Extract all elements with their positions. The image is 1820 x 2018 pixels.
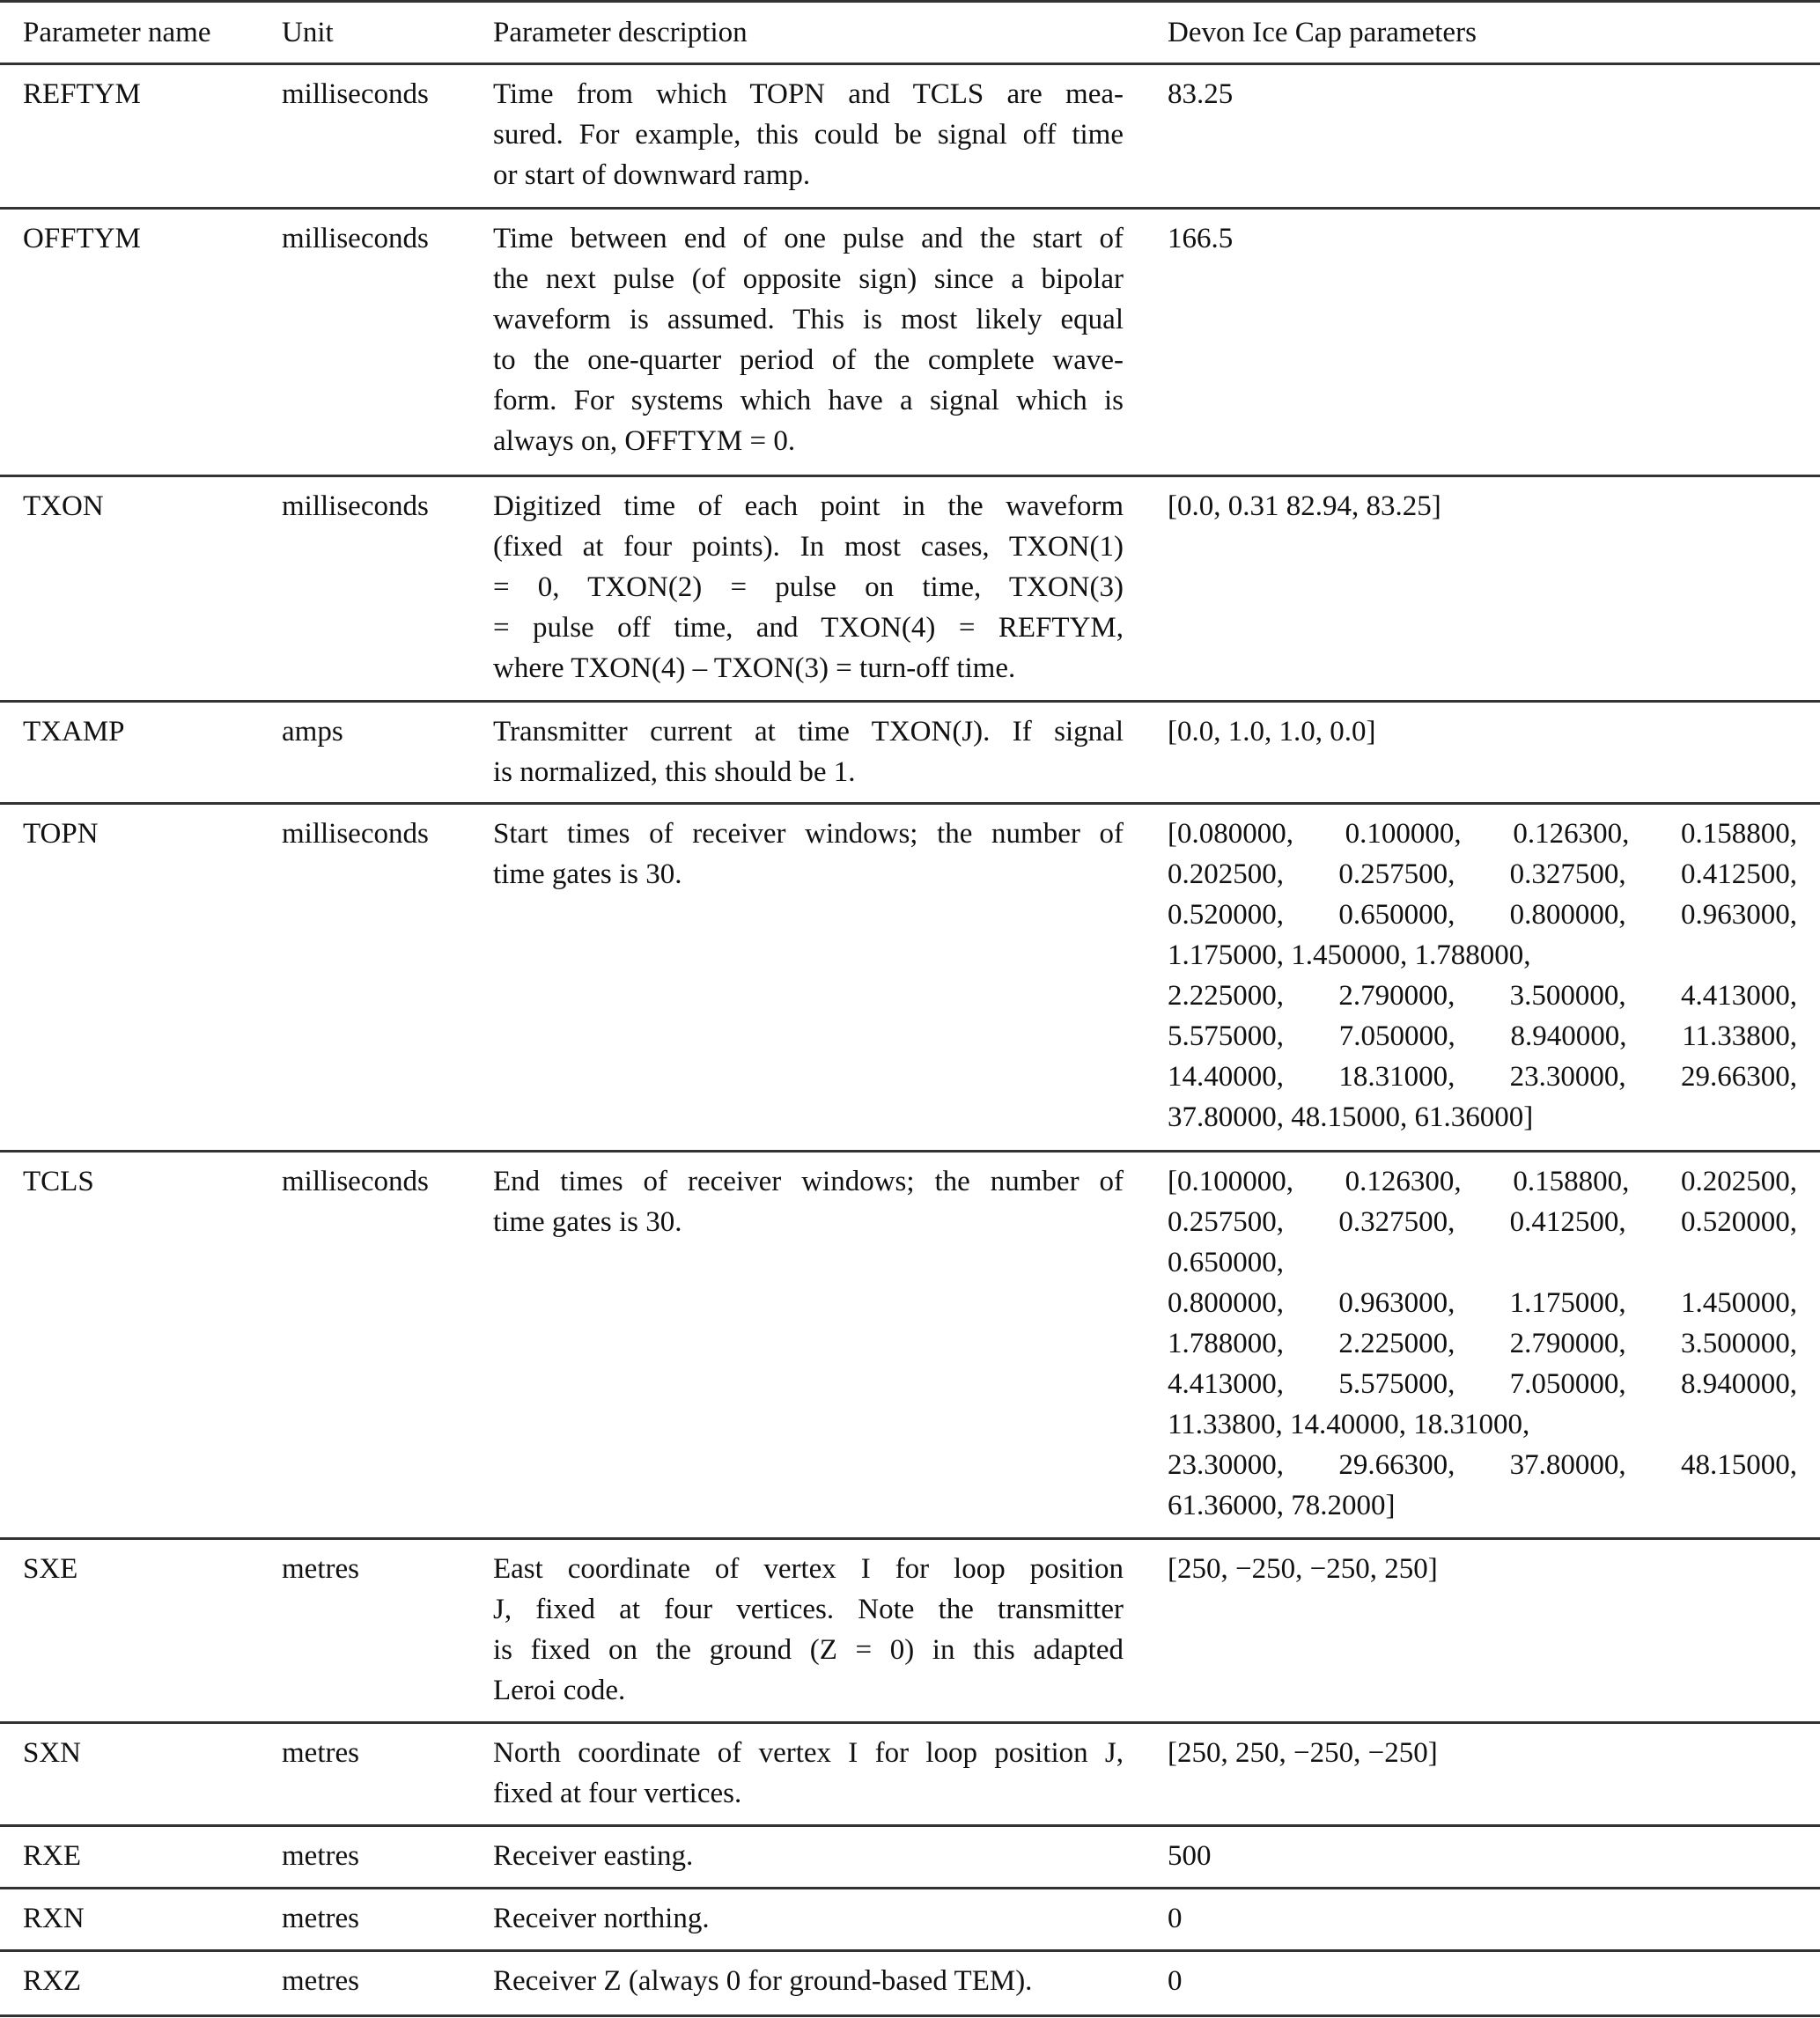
parameter-unit: amps bbox=[282, 716, 343, 748]
value-line: 23.30000, 29.66300, 37.80000, 48.15000, bbox=[1168, 1449, 1797, 1481]
description-line: J, fixed at four vertices. Note the transmitter bbox=[493, 1594, 1124, 1625]
description-line: is fixed on the ground (Z = 0) in this adapted bbox=[493, 1634, 1124, 1666]
parameter-unit: milliseconds bbox=[282, 223, 429, 254]
value-line: 0 bbox=[1168, 1965, 1183, 1997]
parameter-name: TXAMP bbox=[23, 716, 125, 748]
value-line: 83.25 bbox=[1168, 78, 1234, 110]
parameter-description bbox=[493, 65, 1124, 207]
value-line: 2.225000, 2.790000, 3.500000, 4.413000, bbox=[1168, 980, 1797, 1012]
table-row bbox=[0, 1153, 1820, 1540]
header-unit: Unit bbox=[282, 17, 334, 48]
description-line: where TXON(4) – TXON(3) = turn-off time. bbox=[493, 652, 1016, 684]
value-line: [0.0, 0.31 82.94, 83.25] bbox=[1168, 490, 1441, 522]
table-body bbox=[0, 65, 1820, 2017]
description-line: Receiver Z (always 0 for ground-based TEM). bbox=[493, 1965, 1033, 1997]
description-line: is normalized, this should be 1. bbox=[493, 756, 856, 788]
table-row bbox=[0, 1952, 1820, 2017]
description-line: time gates is 30. bbox=[493, 858, 682, 890]
parameter-value bbox=[1124, 1540, 1820, 1721]
parameter-description bbox=[493, 1540, 1124, 1721]
parameter-name: RXE bbox=[23, 1840, 81, 1872]
parameter-name: RXZ bbox=[23, 1965, 81, 1997]
parameter-name: SXE bbox=[23, 1553, 78, 1585]
parameter-value bbox=[1124, 1827, 1820, 1887]
description-line: time gates is 30. bbox=[493, 1206, 682, 1238]
parameter-value bbox=[1124, 1724, 1820, 1824]
table-row bbox=[0, 805, 1820, 1153]
header-parameter-name: Parameter name bbox=[23, 17, 211, 48]
description-line: Time between end of one pulse and the start of bbox=[493, 223, 1124, 254]
description-line: always on, OFFTYM = 0. bbox=[493, 425, 796, 457]
description-line: the next pulse (of opposite sign) since a bipolar bbox=[493, 263, 1124, 295]
header-parameter-description: Parameter description bbox=[493, 17, 748, 48]
parameter-name: REFTYM bbox=[23, 78, 141, 110]
description-line: form. For systems which have a signal which is bbox=[493, 385, 1124, 416]
parameter-value bbox=[1124, 210, 1820, 475]
value-line: 0.202500, 0.257500, 0.327500, 0.412500, bbox=[1168, 858, 1797, 890]
description-line: East coordinate of vertex I for loop position bbox=[493, 1553, 1124, 1585]
description-line: Digitized time of each point in the waveform bbox=[493, 490, 1124, 522]
parameter-description bbox=[493, 210, 1124, 475]
value-line: [250, −250, −250, 250] bbox=[1168, 1553, 1438, 1585]
table-header-row bbox=[0, 3, 1820, 65]
description-line: Transmitter current at time TXON(J). If signal bbox=[493, 716, 1124, 748]
value-line: [250, 250, −250, −250] bbox=[1168, 1737, 1438, 1769]
parameter-description bbox=[493, 703, 1124, 802]
parameter-name: RXN bbox=[23, 1903, 85, 1934]
table-row bbox=[0, 1889, 1820, 1952]
description-line: waveform is assumed. This is most likely equal bbox=[493, 304, 1124, 335]
header-devon-ice-cap-parameters: Devon Ice Cap parameters bbox=[1168, 17, 1477, 48]
parameter-name: TOPN bbox=[23, 818, 99, 850]
parameter-value bbox=[1124, 65, 1820, 207]
parameter-name: OFFTYM bbox=[23, 223, 141, 254]
description-line: (fixed at four points). In most cases, TXON(1) bbox=[493, 531, 1124, 563]
value-line: 1.788000, 2.225000, 2.790000, 3.500000, bbox=[1168, 1328, 1797, 1359]
parameter-unit: metres bbox=[282, 1553, 359, 1585]
parameter-value bbox=[1124, 1889, 1820, 1949]
parameter-name: TCLS bbox=[23, 1166, 94, 1197]
value-line: 61.36000, 78.2000] bbox=[1168, 1490, 1396, 1521]
value-line: 11.33800, 14.40000, 18.31000, bbox=[1168, 1409, 1530, 1440]
parameter-value bbox=[1124, 1952, 1820, 2014]
parameter-unit: metres bbox=[282, 1737, 359, 1769]
description-line: Start times of receiver windows; the number of bbox=[493, 818, 1124, 850]
description-line: Receiver northing. bbox=[493, 1903, 710, 1934]
parameter-description bbox=[493, 1827, 1124, 1887]
description-line: End times of receiver windows; the number of bbox=[493, 1166, 1124, 1197]
parameter-unit: metres bbox=[282, 1840, 359, 1872]
description-line: fixed at four vertices. bbox=[493, 1778, 742, 1809]
parameter-description bbox=[493, 1724, 1124, 1824]
value-line: 14.40000, 18.31000, 23.30000, 29.66300, bbox=[1168, 1061, 1797, 1093]
value-line: 0.650000, bbox=[1168, 1247, 1284, 1278]
parameter-description bbox=[493, 1889, 1124, 1949]
table-row bbox=[0, 1724, 1820, 1827]
description-line: = 0, TXON(2) = pulse on time, TXON(3) bbox=[493, 571, 1124, 603]
table-row bbox=[0, 477, 1820, 703]
parameter-name: TXON bbox=[23, 490, 104, 522]
value-line: 1.175000, 1.450000, 1.788000, bbox=[1168, 939, 1531, 971]
parameter-description bbox=[493, 1952, 1124, 2014]
parameter-unit: milliseconds bbox=[282, 818, 429, 850]
value-line: [0.080000, 0.100000, 0.126300, 0.158800, bbox=[1168, 818, 1797, 850]
parameter-unit: milliseconds bbox=[282, 490, 429, 522]
table-row bbox=[0, 210, 1820, 477]
parameter-description bbox=[493, 805, 1124, 1150]
description-line: = pulse off time, and TXON(4) = REFTYM, bbox=[493, 612, 1124, 644]
parameter-unit: metres bbox=[282, 1965, 359, 1997]
parameter-name: SXN bbox=[23, 1737, 82, 1769]
description-line: sured. For example, this could be signal off time bbox=[493, 119, 1124, 151]
description-line: North coordinate of vertex I for loop position J, bbox=[493, 1737, 1124, 1769]
parameter-value bbox=[1124, 1153, 1820, 1537]
table-row bbox=[0, 65, 1820, 210]
parameter-value bbox=[1124, 805, 1820, 1150]
value-line: [0.100000, 0.126300, 0.158800, 0.202500, bbox=[1168, 1166, 1797, 1197]
parameter-unit: milliseconds bbox=[282, 78, 429, 110]
parameter-unit: milliseconds bbox=[282, 1166, 429, 1197]
description-line: Time from which TOPN and TCLS are mea- bbox=[493, 78, 1124, 110]
table-row bbox=[0, 1827, 1820, 1889]
value-line: 500 bbox=[1168, 1840, 1212, 1872]
value-line: 37.80000, 48.15000, 61.36000] bbox=[1168, 1101, 1534, 1133]
table-row bbox=[0, 1540, 1820, 1724]
description-line: to the one-quarter period of the complete wave- bbox=[493, 344, 1124, 376]
value-line: 0.257500, 0.327500, 0.412500, 0.520000, bbox=[1168, 1206, 1797, 1238]
parameter-description bbox=[493, 1153, 1124, 1537]
value-line: 4.413000, 5.575000, 7.050000, 8.940000, bbox=[1168, 1368, 1797, 1400]
parameter-description bbox=[493, 477, 1124, 700]
description-line: Leroi code. bbox=[493, 1675, 626, 1706]
description-line: or start of downward ramp. bbox=[493, 159, 811, 191]
value-line: 166.5 bbox=[1168, 223, 1234, 254]
value-line: 5.575000, 7.050000, 8.940000, 11.33800, bbox=[1168, 1020, 1797, 1052]
description-line: Receiver easting. bbox=[493, 1840, 694, 1872]
value-line: [0.0, 1.0, 1.0, 0.0] bbox=[1168, 716, 1376, 748]
parameter-unit: metres bbox=[282, 1903, 359, 1934]
value-line: 0 bbox=[1168, 1903, 1183, 1934]
table-row bbox=[0, 703, 1820, 805]
parameter-value bbox=[1124, 703, 1820, 802]
value-line: 0.800000, 0.963000, 1.175000, 1.450000, bbox=[1168, 1287, 1797, 1319]
parameter-value bbox=[1124, 477, 1820, 700]
value-line: 0.520000, 0.650000, 0.800000, 0.963000, bbox=[1168, 899, 1797, 931]
